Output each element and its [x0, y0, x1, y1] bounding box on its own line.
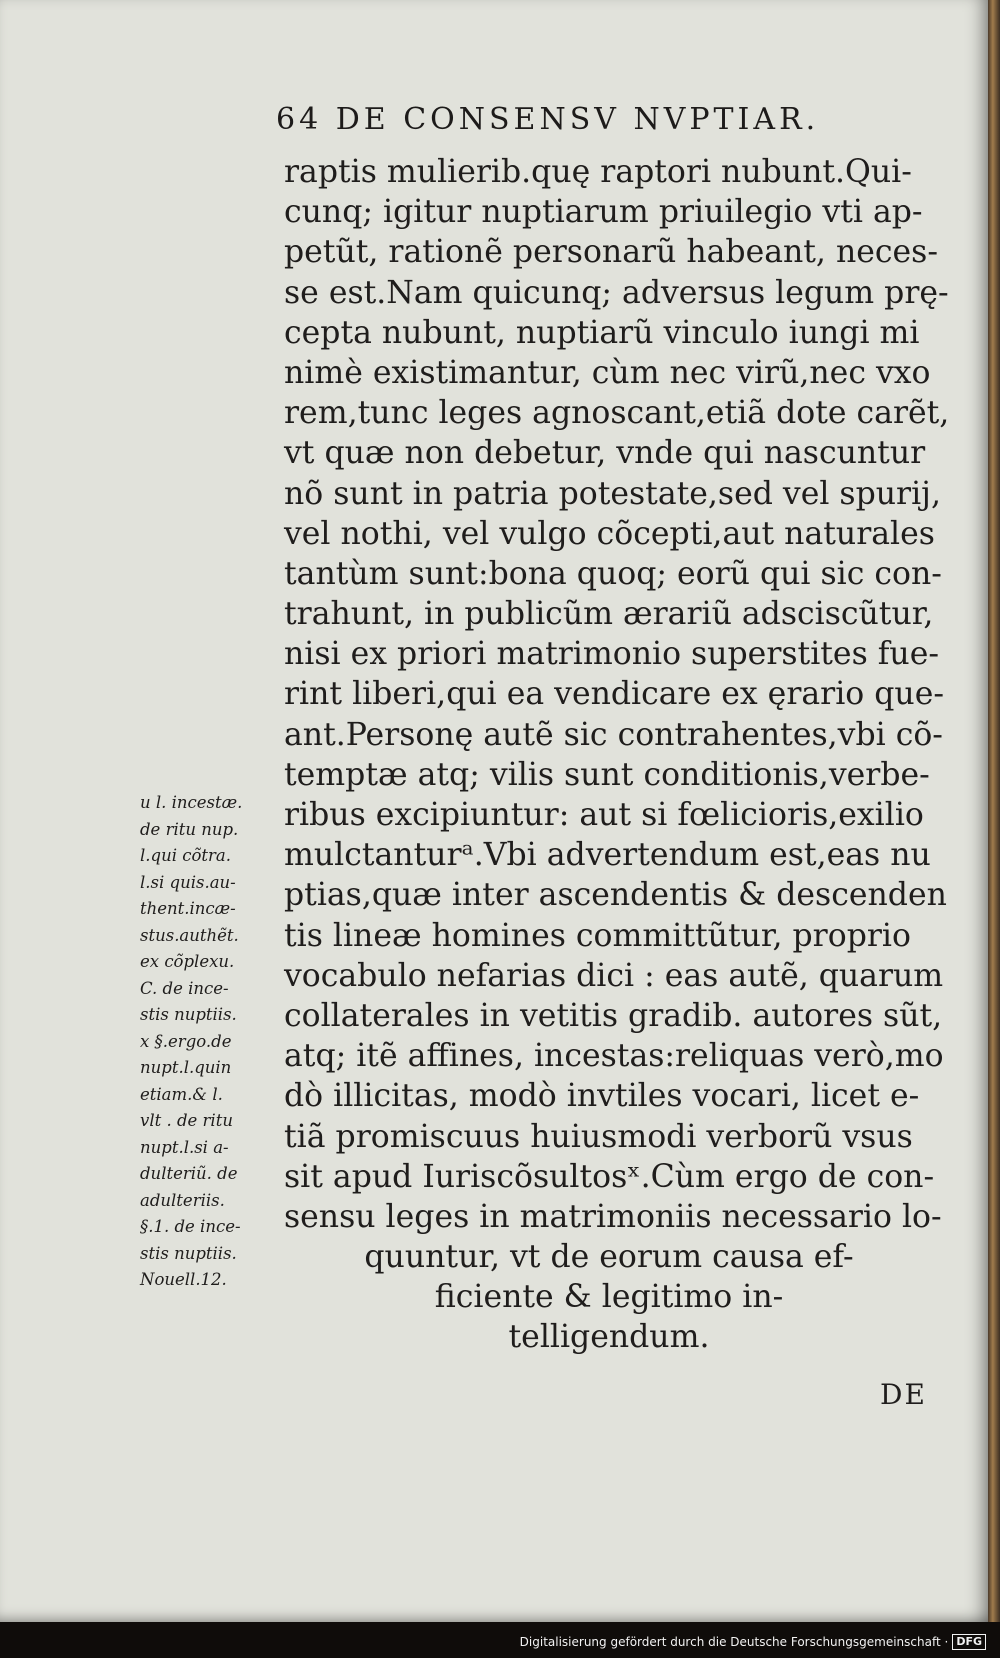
text-line: se est.Nam quicunq; adversus legum prę-: [284, 274, 949, 311]
text-line: nisi ex priori matrimonio superstites fue-: [284, 636, 939, 673]
margin-note: Nouell.12.: [140, 1270, 227, 1289]
closing-line: ficiente & legitimo in-: [434, 1279, 784, 1316]
margin-note: §.1. de ince-: [140, 1217, 241, 1236]
margin-note: adulteriis.: [140, 1190, 225, 1210]
digitization-credit: [520, 1634, 986, 1650]
text-line: ribus excipiuntur: aut si fœlicioris,exilio: [284, 797, 924, 833]
marginal-notes: [140, 790, 285, 1294]
margin-note: stis nuptiis.: [140, 1005, 237, 1024]
catchword: DE: [880, 1378, 927, 1411]
text-line: petũt, rationẽ personarũ habeant, neces-: [284, 234, 938, 271]
text-line: nimè existimantur, cùm nec virũ,nec vxo: [284, 354, 931, 391]
margin-note: vlt . de ritu: [140, 1111, 233, 1130]
text-line: tantùm sunt:bona quoq; eorũ qui sic con-: [284, 555, 942, 592]
text-line: tiã promiscuus huiusmodi verborũ vsus: [284, 1118, 913, 1155]
margin-note: etiam.& l.: [140, 1084, 223, 1104]
text-line: sensu leges in matrimoniis necessario lo-: [284, 1198, 942, 1235]
margin-note: nupt.l.si a-: [140, 1137, 229, 1157]
margin-note: l.qui cõtra.: [140, 846, 232, 865]
running-header: 64 DE CONSENSV NVPTIAR.: [276, 102, 820, 137]
margin-note: ex cõplexu.: [140, 952, 235, 971]
margin-note: stis nuptiis.: [140, 1243, 237, 1263]
main-text-block: [284, 152, 950, 1358]
text-line: cepta nubunt, nuptiarũ vinculo iungi mi: [284, 314, 920, 351]
text-line: trahunt, in publicũm ærariũ adsciscũtur,: [284, 596, 934, 633]
text-line: tis lineæ homines committũtur, proprio: [284, 917, 911, 954]
text-line: atq; itẽ affines, incestas:reliquas verò,mo: [284, 1038, 944, 1075]
scan-footer-band: [0, 1622, 1000, 1658]
text-line: rint liberi,qui ea vendicare ex ęrario que-: [284, 676, 945, 713]
text-line: dò illicitas, modò invtiles vocari, licet e-: [284, 1078, 920, 1115]
text-line: temptæ atq; vilis sunt conditionis,verbe-: [284, 756, 930, 793]
page-edge: [988, 0, 1000, 1622]
text-line: ant.Personę autẽ sic contrahentes,vbi cõ-: [284, 716, 943, 753]
text-line: ptias,quæ inter ascendentis & descenden: [284, 877, 947, 914]
margin-note: nupt.l.quin: [140, 1058, 232, 1077]
text-line: mulctanturᵃ.Vbi advertendum est,eas nu: [284, 837, 931, 874]
text-line: nõ sunt in patria potestate,sed vel spurij,: [284, 475, 941, 512]
text-line: collaterales in vetitis gradib. autores sũt,: [284, 997, 943, 1034]
dfg-logo: DFG: [952, 1634, 986, 1650]
text-line: cunq; igitur nuptiarum priuilegio vti ap-: [284, 194, 923, 231]
text-line: vt quæ non debetur, vnde qui nascuntur: [284, 435, 926, 472]
text-line: rem,tunc leges agnoscant,etiã dote carẽt,: [284, 395, 950, 432]
margin-note: x §.ergo.de: [140, 1031, 232, 1051]
margin-note: l.si quis.au-: [140, 872, 236, 892]
closing-line: quuntur, vt de eorum causa ef-: [364, 1239, 854, 1276]
margin-note: dulteriũ. de: [140, 1164, 238, 1183]
margin-note: C. de ince-: [140, 978, 229, 998]
text-line: vocabulo nefarias dici : eas autẽ, quarum: [284, 957, 944, 994]
margin-note: u l. incestæ.: [140, 793, 243, 812]
credit-text: Digitalisierung gefördert durch die Deutsche Forschungsgemeinschaft ·: [519, 1635, 949, 1649]
text-line: vel nothi, vel vulgo cõcepti,aut naturales: [284, 515, 935, 552]
text-line: sit apud Iuriscõsultosˣ.Cùm ergo de con-: [284, 1158, 935, 1195]
margin-note: de ritu nup.: [140, 819, 239, 839]
text-line: raptis mulierib.quę raptori nubunt.Qui-: [284, 154, 912, 190]
margin-note: thent.incæ-: [140, 899, 236, 918]
closing-line: telligendum.: [508, 1319, 710, 1356]
margin-note: stus.authẽt.: [140, 925, 239, 945]
